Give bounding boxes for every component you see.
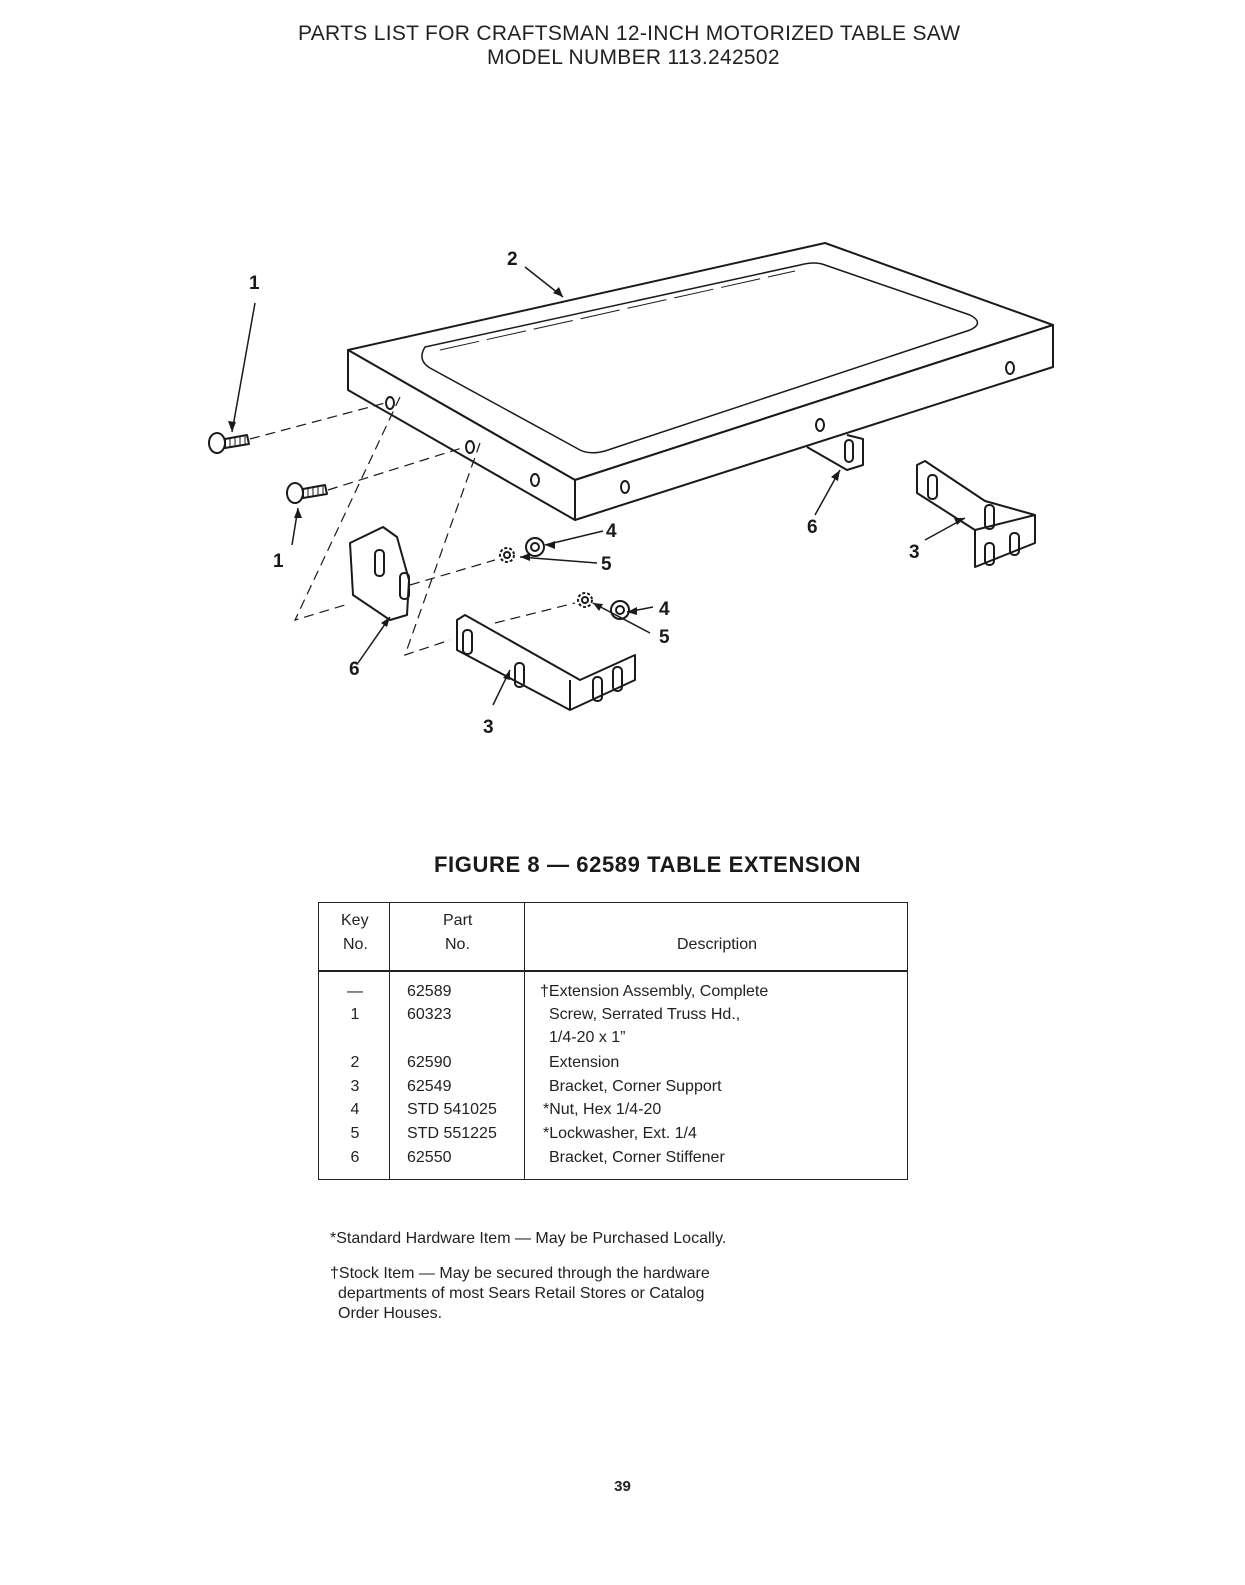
callout-1-lower: 1 (273, 551, 284, 572)
nut-lower (611, 601, 629, 619)
footnote-stock-line1: †Stock Item — May be secured through the hardware (330, 1265, 710, 1282)
key-no: 1 (350, 1006, 360, 1023)
callout-3-center: 3 (483, 717, 494, 738)
key-no: 5 (350, 1125, 360, 1142)
lockwasher-lower (578, 593, 592, 607)
nut-upper (526, 538, 544, 556)
callout-4-lower: 4 (659, 599, 670, 620)
table-row (319, 1098, 907, 1121)
callout-1-upper: 1 (249, 273, 260, 294)
header-part-line1: Part (443, 912, 473, 929)
footnotes (330, 1230, 726, 1324)
callout-6-right: 6 (807, 517, 818, 538)
callout-2: 2 (507, 249, 518, 270)
footnote-stock-line2: departments of most Sears Retail Stores or Catalog (338, 1285, 705, 1302)
table-row (319, 980, 907, 1003)
callout-4-upper: 4 (606, 521, 617, 542)
part-no: 62590 (407, 1054, 452, 1071)
header-model-number: MODEL NUMBER 113.242502 (487, 46, 780, 69)
exploded-parts-diagram (195, 225, 1055, 755)
footnote-stock-line3: Order Houses. (338, 1305, 443, 1322)
key-no: 4 (350, 1101, 360, 1118)
part-no: STD 551225 (407, 1125, 497, 1142)
corner-support-bracket-right (917, 461, 1035, 567)
description: Screw, Serrated Truss Hd., (549, 1006, 741, 1023)
figure-title: FIGURE 8 — 62589 TABLE EXTENSION (434, 852, 862, 877)
description: †Extension Assembly, Complete (540, 983, 769, 1000)
callout-5-upper: 5 (601, 554, 612, 575)
description: Extension (549, 1054, 620, 1071)
parts-list-table (318, 902, 908, 1180)
page-header (0, 22, 1245, 70)
description: *Lockwasher, Ext. 1/4 (543, 1125, 697, 1142)
page-number: 39 (614, 1478, 631, 1495)
callout-6-left: 6 (349, 659, 360, 680)
header-title: PARTS LIST FOR CRAFTSMAN 12-INCH MOTORIZED TABLE SAW (298, 22, 961, 45)
key-no: 6 (350, 1149, 360, 1166)
table-row (319, 1003, 907, 1026)
header-description: Description (677, 936, 758, 953)
lockwasher-upper (500, 548, 514, 562)
table-row (319, 1075, 907, 1098)
part-no: 62549 (407, 1078, 452, 1095)
key-no: — (347, 983, 363, 1000)
table-row (319, 1051, 907, 1074)
screw-upper (209, 433, 249, 453)
header-key-line2: No. (343, 936, 368, 953)
part-no: STD 541025 (407, 1101, 497, 1118)
footnote-stock-item (330, 1264, 726, 1324)
callout-5-lower: 5 (659, 627, 670, 648)
header-key-line1: Key (341, 912, 369, 929)
corner-stiffener-left (350, 527, 409, 620)
table-row (319, 1026, 907, 1049)
header-divider (319, 970, 907, 972)
header-part-line2: No. (445, 936, 470, 953)
description: 1/4-20 x 1” (549, 1029, 626, 1046)
corner-support-bracket-center (457, 615, 635, 710)
description: *Nut, Hex 1/4-20 (543, 1101, 662, 1118)
description: Bracket, Corner Support (549, 1078, 722, 1095)
table-row (319, 1122, 907, 1145)
description: Bracket, Corner Stiffener (549, 1149, 725, 1166)
footnote-standard-hardware: *Standard Hardware Item — May be Purchased Locally. (330, 1230, 727, 1247)
callout-3-right: 3 (909, 542, 920, 563)
part-no: 60323 (407, 1006, 452, 1023)
part-no: 62550 (407, 1149, 452, 1166)
key-no: 3 (350, 1078, 360, 1095)
part-no: 62589 (407, 983, 452, 1000)
screw-lower (287, 483, 327, 503)
table-row (319, 1146, 907, 1169)
key-no: 2 (350, 1054, 360, 1071)
